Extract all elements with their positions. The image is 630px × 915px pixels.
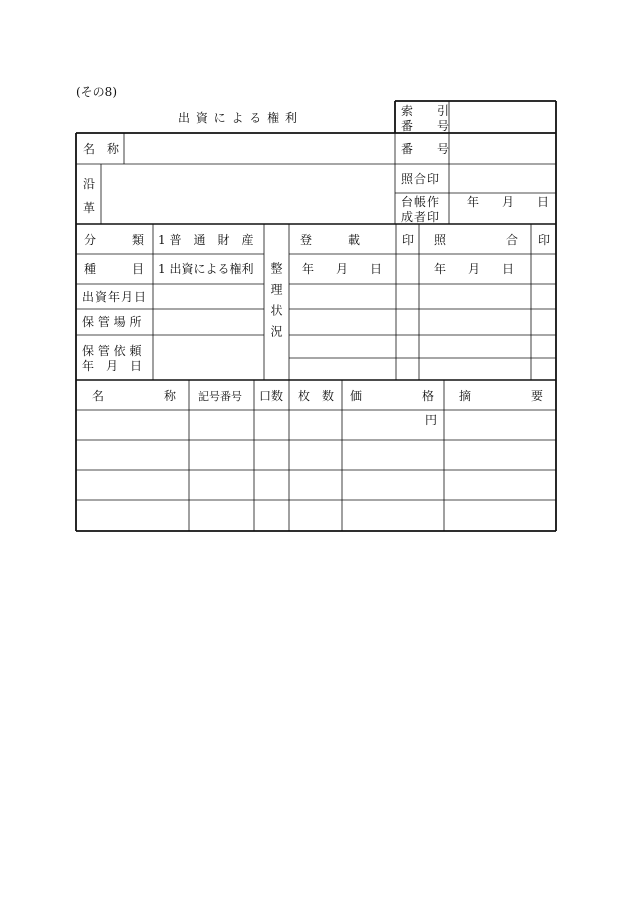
storage-request-label: 保 管 依 頼 年 月 日 xyxy=(82,344,143,373)
col-header-price: 価 格 xyxy=(350,389,435,403)
col-header-units: 口数 xyxy=(259,389,284,403)
seal-label-2: 印 xyxy=(538,233,551,247)
seiri-status-label: 整理状況 xyxy=(269,262,283,346)
col-header-sheets: 枚 数 xyxy=(298,389,335,403)
kind-value: 1 出資による権利 xyxy=(158,262,254,276)
classification-label: 分 類 xyxy=(84,233,145,247)
name-label: 名 称 xyxy=(83,142,120,156)
check-date: 年 月 日 xyxy=(434,262,514,276)
history-char-2: 革 xyxy=(83,201,96,215)
record-label: 登 載 xyxy=(300,233,361,247)
record-date: 年 月 日 xyxy=(302,262,382,276)
check-label: 照 合 xyxy=(434,233,519,247)
col-header-summary: 摘 要 xyxy=(459,389,544,403)
ledger-date: 年 月 日 xyxy=(467,195,549,209)
index-number-label: 索 引 番 号 xyxy=(401,104,450,133)
classification-value: 1 普 通 財 産 xyxy=(158,233,254,247)
page-note: (その8) xyxy=(76,85,117,99)
history-char-1: 沿 xyxy=(83,177,96,191)
seal-label: 印 xyxy=(402,233,415,247)
kind-label: 種 目 xyxy=(84,262,145,276)
invest-date-label: 出資年月日 xyxy=(82,290,148,304)
col-header-name: 名 称 xyxy=(92,389,177,403)
number-label: 番 号 xyxy=(401,142,450,156)
ledger-maker-label: 台帳作 成者印 xyxy=(401,195,441,224)
storage-place-label: 保 管 場 所 xyxy=(82,315,142,329)
check-seal-label: 照合印 xyxy=(401,172,441,186)
yen-unit: 円 xyxy=(425,413,438,427)
form-title: 出 資 に よ る 権 利 xyxy=(178,111,298,125)
col-header-code: 記号番号 xyxy=(198,390,242,403)
